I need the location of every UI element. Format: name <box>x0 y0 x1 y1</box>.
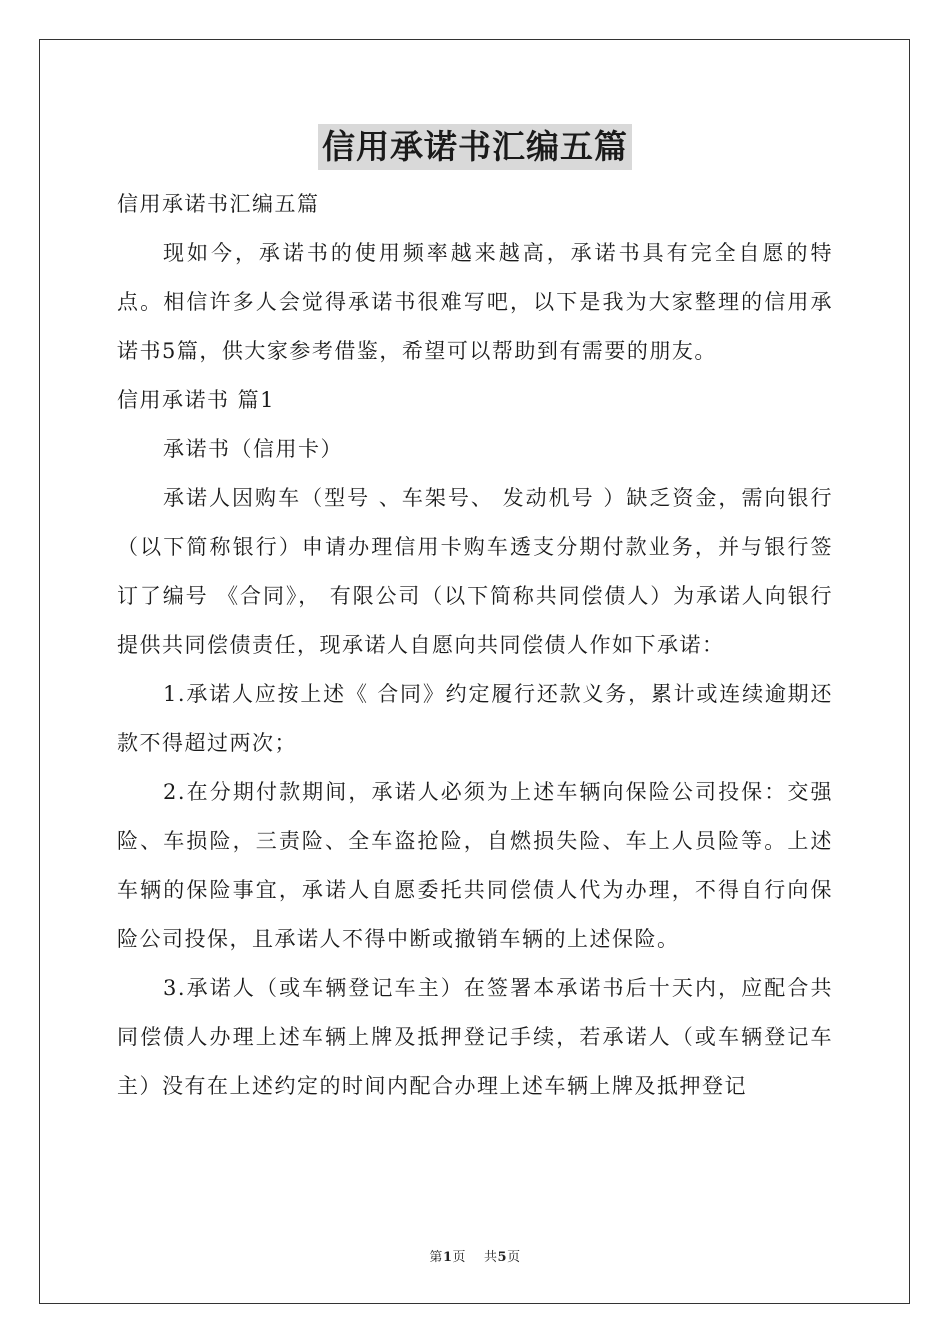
total-suffix: 页 <box>507 1250 521 1265</box>
paragraph: 承诺书（信用卡） <box>163 437 343 461</box>
paragraph: 现如今，承诺书的使用频率越来越高，承诺书具有完全自愿的特点。相信许多人会觉得承诺书很难写吧，以下是我为大家整理的信用承诺书5篇，供大家参考借鉴，希望可以帮助到有需要的朋友。 <box>117 241 833 363</box>
page-total: 5 <box>497 1250 508 1265</box>
paragraph: 1.承诺人应按上述《 合同》约定履行还款义务，累计或连续逾期还款不得超过两次； <box>117 682 833 755</box>
paragraph: 2.在分期付款期间，承诺人必须为上述车辆向保险公司投保：交强险、车损险，三责险、全车盗抢险，自燃损失险、车上人员险等。上述车辆的保险事宜，承诺人自愿委托共同偿债人代为办理，不得自行向保险公司投保，且承诺人不得中断或撤销车辆的上述保险。 <box>117 780 833 951</box>
page-prefix: 第 <box>429 1250 443 1265</box>
paragraph: 信用承诺书汇编五篇 <box>117 192 320 216</box>
paragraph: 承诺人因购车（型号 、车架号、 发动机号 ）缺乏资金，需向银行（以下简称银行）申请办理信用卡购车透支分期付款业务，并与银行签订了编号 《合同》， 有限公司（以下简称共同偿债人）为承诺人向银行提供共同偿债责任，现承诺人自愿向共同偿债人作如下承诺： <box>117 486 833 657</box>
document-title: 信用承诺书汇编五篇 <box>318 124 632 170</box>
total-prefix: 共 <box>484 1250 498 1265</box>
paragraph: 信用承诺书 篇1 <box>117 388 276 412</box>
paragraph: 3.承诺人（或车辆登记车主）在签署本承诺书后十天内，应配合共同偿债人办理上述车辆上牌及抵押登记手续，若承诺人（或车辆登记车主）没有在上述约定的时间内配合办理上述车辆上牌及抵押登记 <box>117 976 833 1098</box>
page-current: 1 <box>442 1250 453 1265</box>
page-footer <box>0 1246 950 1265</box>
document-body <box>117 180 833 1111</box>
page-suffix: 页 <box>452 1250 466 1265</box>
title-container <box>0 124 950 170</box>
